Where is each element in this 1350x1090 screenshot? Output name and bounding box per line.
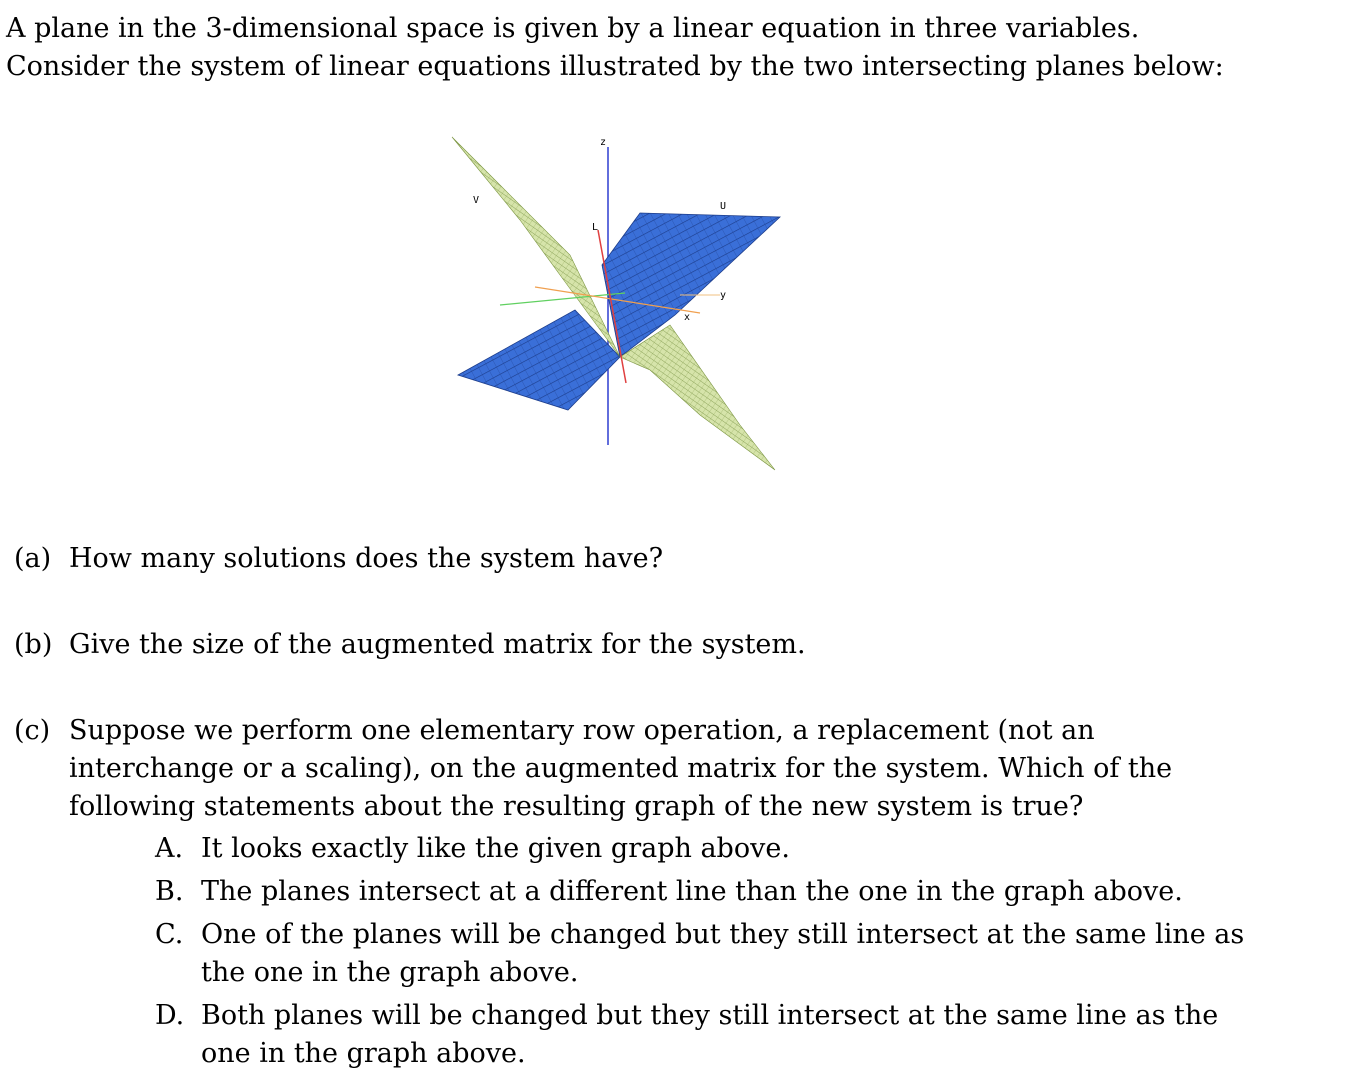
choice-b[interactable] bbox=[155, 873, 1255, 911]
label-z: z bbox=[600, 137, 607, 148]
question-a-label: (a) bbox=[14, 543, 52, 574]
x-axis bbox=[500, 293, 625, 305]
intro-paragraph: A plane in the 3-dimensional space is given by a linear equation in three variables. Consider the system of linear equations illustrated by the two intersecting planes below: bbox=[6, 13, 1224, 82]
choice-d-letter: D. bbox=[155, 1000, 185, 1031]
label-v: V bbox=[473, 195, 480, 206]
question-b bbox=[14, 626, 1264, 664]
choice-b-letter: B. bbox=[155, 876, 184, 907]
blue-plane-lower bbox=[458, 310, 620, 410]
choice-c-text: One of the planes will be changed but they still intersect at the same line as the one in the graph above. bbox=[201, 919, 1245, 988]
choice-a[interactable] bbox=[155, 830, 1255, 868]
label-y: y bbox=[720, 290, 727, 301]
green-plane-upper bbox=[452, 137, 620, 357]
choice-c[interactable] bbox=[155, 916, 1255, 992]
question-c bbox=[14, 712, 1264, 826]
choice-a-letter: A. bbox=[155, 833, 184, 864]
intersecting-planes-figure bbox=[440, 125, 800, 485]
question-b-text: Give the size of the augmented matrix for the system. bbox=[69, 629, 806, 660]
choice-d[interactable] bbox=[155, 997, 1255, 1073]
label-u: U bbox=[720, 201, 727, 212]
green-plane-lower bbox=[620, 325, 775, 470]
choice-b-text: The planes intersect at a different line than the one in the graph above. bbox=[201, 876, 1183, 907]
question-a-text: How many solutions does the system have? bbox=[69, 543, 664, 574]
question-c-label: (c) bbox=[14, 715, 51, 746]
answer-choices bbox=[155, 830, 1255, 1078]
label-x: x bbox=[684, 312, 691, 323]
choice-a-text: It looks exactly like the given graph above. bbox=[201, 833, 790, 864]
blue-plane-upper bbox=[602, 213, 780, 357]
planes-graph bbox=[440, 125, 800, 485]
label-l: L bbox=[592, 222, 599, 233]
question-b-label: (b) bbox=[14, 629, 53, 660]
question-a bbox=[14, 540, 1264, 578]
question-c-text: Suppose we perform one elementary row operation, a replacement (not an interchange or a scaling), on the augmented matrix for the system. Which of the following statements about the resulting graph of the new system is true? bbox=[69, 715, 1173, 822]
choice-c-letter: C. bbox=[155, 919, 184, 950]
choice-d-text: Both planes will be changed but they still intersect at the same line as the one in the graph above. bbox=[201, 1000, 1219, 1069]
